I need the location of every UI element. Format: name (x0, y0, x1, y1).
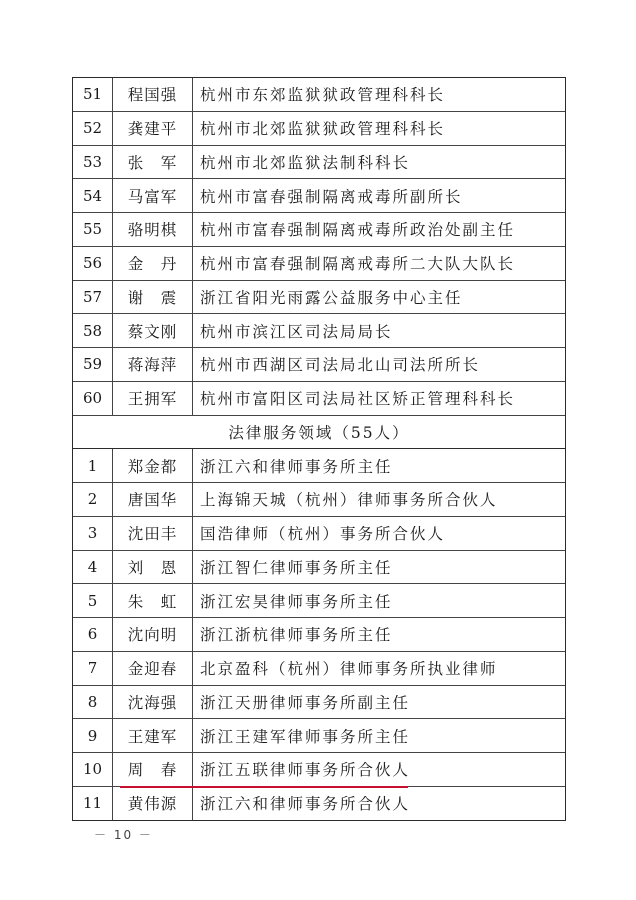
person-title: 杭州市西湖区司法局北山司法所所长 (200, 356, 481, 375)
person-name: 黄伟源 (113, 787, 193, 820)
row-number: 56 (73, 247, 113, 280)
table-row (73, 516, 565, 550)
person-title: 杭州市富春强制隔离戒毒所副所长 (200, 187, 463, 206)
person-title: 杭州市富阳区司法局社区矫正管理科科长 (200, 390, 516, 409)
table-row (73, 448, 565, 482)
page-number: － 10 － (94, 828, 153, 842)
person-title: 浙江六和律师事务所合伙人 (200, 795, 411, 814)
table-row (73, 786, 565, 820)
person-name: 龚建平 (113, 112, 193, 145)
row-number: 52 (73, 112, 113, 145)
person-name: 王拥军 (113, 382, 193, 415)
person-title: 杭州市滨江区司法局局长 (200, 322, 393, 341)
person-title: 浙江省阳光雨露公益服务中心主任 (200, 288, 463, 307)
row-number: 10 (73, 753, 113, 786)
table-body-bottom (73, 448, 565, 819)
section-title: 法律服务领域（55人） (228, 423, 410, 442)
person-name: 唐国华 (113, 483, 193, 516)
table-row (73, 212, 565, 246)
row-number: 54 (73, 179, 113, 212)
person-title: 杭州市北郊监狱狱政管理科科长 (200, 120, 446, 139)
table-row (73, 718, 565, 752)
person-name: 谢 震 (113, 281, 193, 314)
row-number: 1 (73, 449, 113, 482)
row-number: 55 (73, 213, 113, 246)
person-name: 马富军 (113, 179, 193, 212)
table-row (73, 651, 565, 685)
person-title: 浙江浙杭律师事务所主任 (200, 626, 393, 645)
person-title: 浙江天册律师事务所副主任 (200, 693, 411, 712)
table-row (73, 381, 565, 415)
row-number: 59 (73, 348, 113, 381)
person-name: 张 军 (113, 146, 193, 179)
person-title: 国浩律师（杭州）事务所合伙人 (200, 525, 446, 544)
person-name: 程国强 (113, 78, 193, 111)
section-header-row (73, 415, 565, 449)
person-name: 刘 恩 (113, 551, 193, 584)
table-body-top (73, 77, 565, 415)
table-row (73, 77, 565, 111)
person-name: 沈向明 (113, 618, 193, 651)
person-name: 沈海强 (113, 686, 193, 719)
row-number: 60 (73, 382, 113, 415)
person-name: 骆明棋 (113, 213, 193, 246)
person-name: 金迎春 (113, 652, 193, 685)
person-name: 金 丹 (113, 247, 193, 280)
table-row (73, 347, 565, 381)
table-row (73, 246, 565, 280)
person-title: 杭州市东郊监狱狱政管理科科长 (200, 86, 446, 105)
person-title: 浙江六和律师事务所主任 (200, 457, 393, 476)
personnel-table (72, 77, 566, 821)
person-title: 浙江智仁律师事务所主任 (200, 558, 393, 577)
row-number: 4 (73, 551, 113, 584)
highlight-underline (120, 786, 408, 788)
person-name: 蔡文刚 (113, 314, 193, 347)
row-number: 58 (73, 314, 113, 347)
row-number: 2 (73, 483, 113, 516)
table-row (73, 583, 565, 617)
table-row (73, 313, 565, 347)
row-number: 11 (73, 787, 113, 820)
person-name: 蒋海萍 (113, 348, 193, 381)
row-number: 8 (73, 686, 113, 719)
row-number: 53 (73, 146, 113, 179)
row-number: 5 (73, 584, 113, 617)
table-row (73, 752, 565, 786)
person-title: 浙江宏昊律师事务所主任 (200, 592, 393, 611)
table-row (73, 685, 565, 719)
row-number: 51 (73, 78, 113, 111)
person-name: 周 春 (113, 753, 193, 786)
person-title: 杭州市富春强制隔离戒毒所政治处副主任 (200, 221, 516, 240)
row-number: 7 (73, 652, 113, 685)
person-title: 浙江五联律师事务所合伙人 (200, 761, 411, 780)
person-title: 北京盈科（杭州）律师事务所执业律师 (200, 660, 498, 679)
table-row (73, 550, 565, 584)
person-title: 杭州市北郊监狱法制科科长 (200, 153, 411, 172)
row-number: 57 (73, 281, 113, 314)
table-row (73, 482, 565, 516)
row-number: 6 (73, 618, 113, 651)
table-row (73, 617, 565, 651)
person-name: 王建军 (113, 719, 193, 752)
person-name: 沈田丰 (113, 517, 193, 550)
row-number: 9 (73, 719, 113, 752)
table-row (73, 111, 565, 145)
person-name: 郑金都 (113, 449, 193, 482)
person-name: 朱 虹 (113, 584, 193, 617)
table-row (73, 178, 565, 212)
person-title: 杭州市富春强制隔离戒毒所二大队大队长 (200, 255, 516, 274)
person-title: 浙江王建军律师事务所主任 (200, 727, 411, 746)
row-number: 3 (73, 517, 113, 550)
table-row (73, 145, 565, 179)
person-title: 上海锦天城（杭州）律师事务所合伙人 (200, 491, 498, 510)
table-row (73, 280, 565, 314)
